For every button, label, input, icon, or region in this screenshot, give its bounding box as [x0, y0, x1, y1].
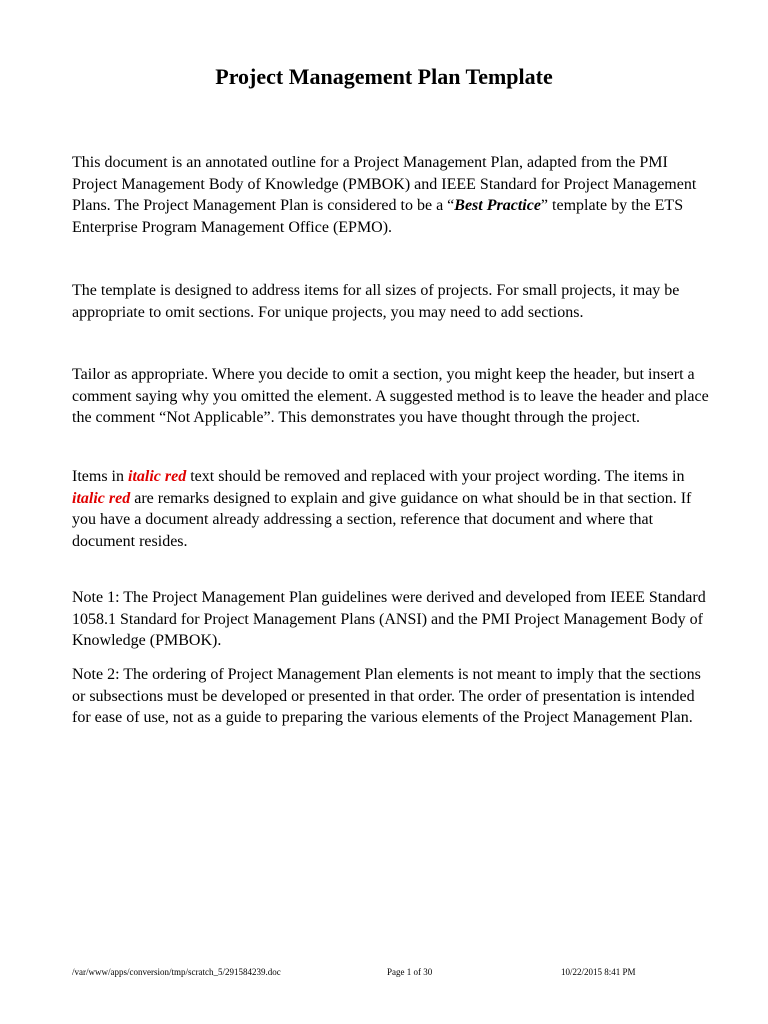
- note-1-paragraph: Note 1: The Project Management Plan guidelines were derived and developed from IEEE Standard 1058.1 Standard for Project Management Plans (ANSI) and the PMI Project Management Body of Knowledge (PMBOK).: [72, 589, 706, 649]
- document-title: Project Management Plan Template: [215, 64, 553, 89]
- italic-red-emphasis-2: italic red: [72, 489, 131, 507]
- italic-red-text-1: Items in: [72, 468, 128, 485]
- italic-red-text-2: text should be removed and replaced with your project wording. The items in: [186, 468, 685, 485]
- footer-datetime: 10/22/2015 8:41 PM: [561, 967, 636, 977]
- note-2-paragraph: Note 2: The ordering of Project Management Plan elements is not meant to imply that the sections or subsections must be developed or presented in that order. The order of presentation is intended for ease of use, not as a guide to preparing the various elements of the Project Management Plan.: [72, 666, 701, 726]
- footer-file-path: /var/www/apps/conversion/tmp/scratch_5/291584239.doc: [72, 967, 281, 977]
- italic-red-paragraph: [72, 466, 712, 552]
- italic-red-text-3: are remarks designed to explain and give guidance on what should be in that section. If you have a document already addressing a section, reference that document and where that document resides.: [72, 489, 692, 550]
- intro-paragraph: [72, 152, 712, 238]
- template-scope-paragraph: The template is designed to address items for all sizes of projects. For small projects, it may be appropriate to omit sections. For unique projects, you may need to add sections.: [72, 282, 680, 321]
- intro-text-end: ” template by the ETS Enterprise Program Management Office (EPMO).: [72, 197, 684, 236]
- tailoring-paragraph: Tailor as appropriate. Where you decide to omit a section, you might keep the header, but insert a comment saying why you omitted the element. A suggested method is to leave the header and place the comment “Not Applicable”. This demonstrates you have thought through the project.: [72, 366, 709, 426]
- intro-text-start: This document is an annotated outline for a Project Management Plan, adapted from the PMI Project Management Body of Knowledge (PMBOK) and IEEE Standard for Project Management Plans. The Project Management Plan is considered to be a “: [72, 154, 697, 214]
- best-practice-emphasis: Best Practice: [454, 197, 541, 214]
- footer-page-number: Page 1 of 30: [387, 967, 433, 977]
- italic-red-emphasis-1: italic red: [128, 468, 187, 485]
